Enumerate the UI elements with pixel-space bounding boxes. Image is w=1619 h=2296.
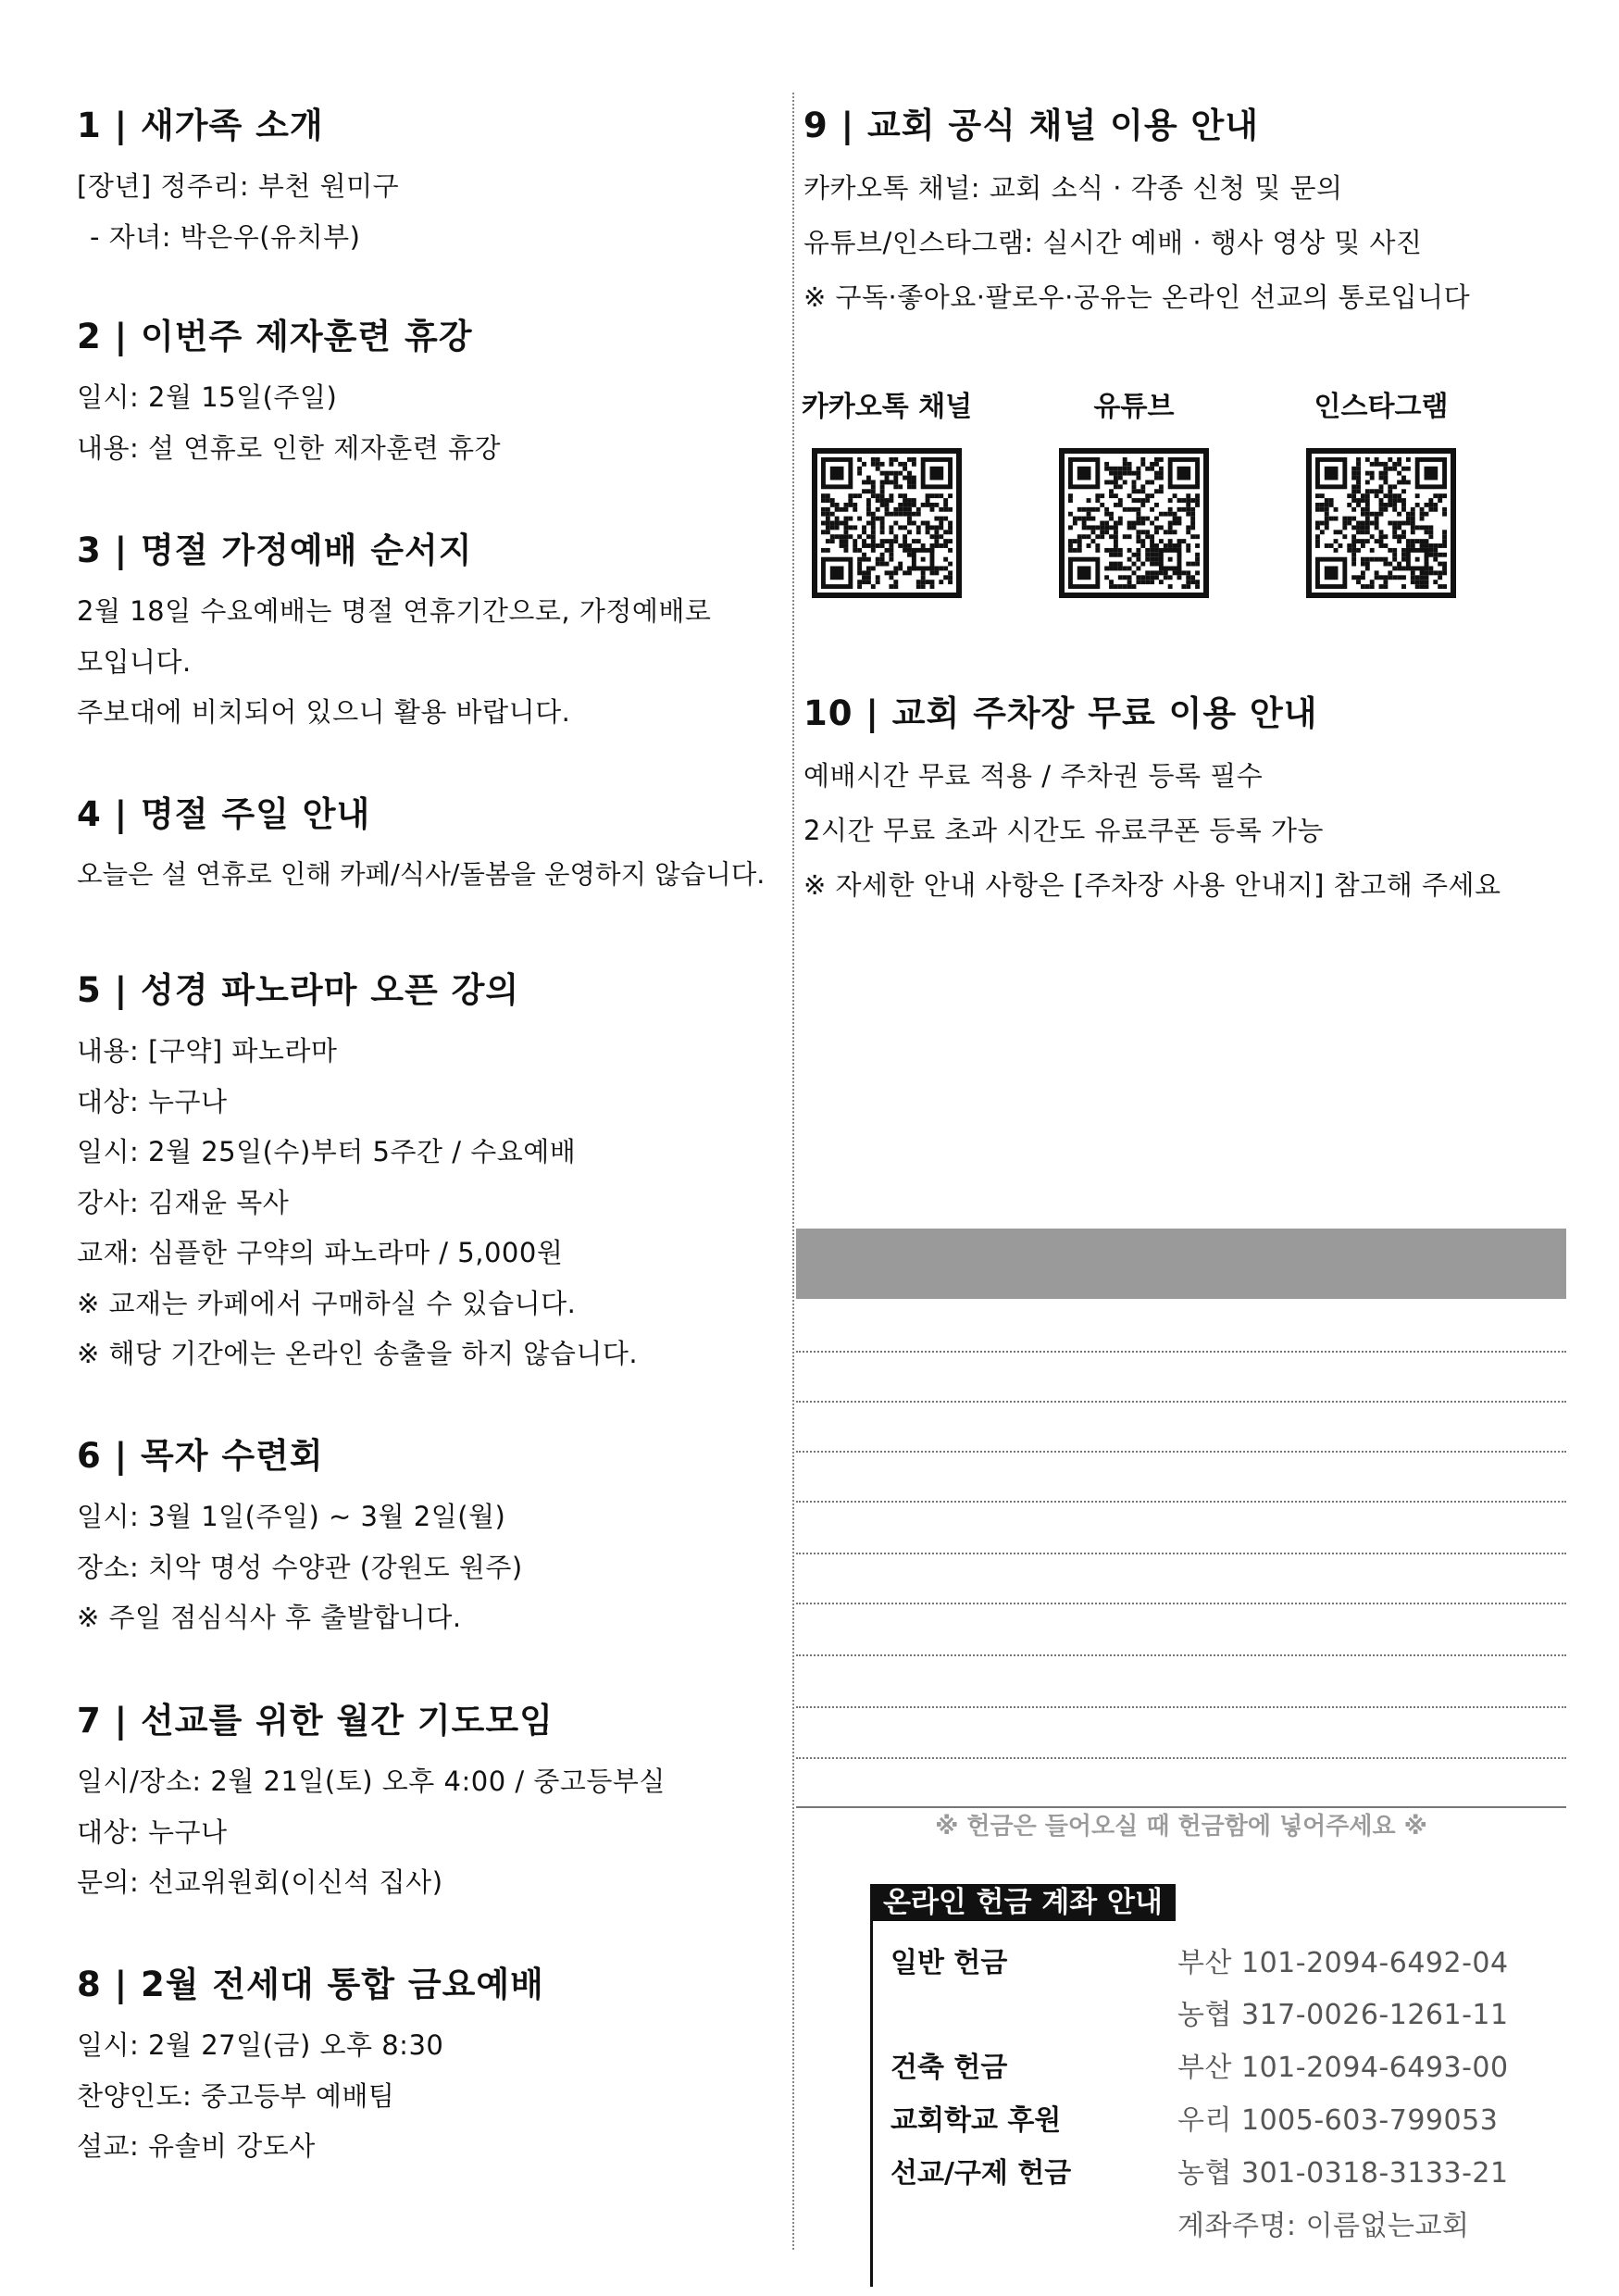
section-line: 찬양인도: 중고등부 예배팀: [77, 2079, 395, 2112]
section-leader-retreat: [77, 1434, 790, 1643]
section-line: - 자녀: 박은우(유치부): [90, 220, 361, 253]
online-offering-box: [870, 1884, 1518, 2254]
memo-line: [796, 1654, 1566, 1656]
section-title: 4 | 명절 주일 안내: [77, 794, 371, 834]
memo-line: [796, 1401, 1566, 1403]
section-line: 강사: 김재윤 목사: [77, 1186, 290, 1218]
offering-note: ※ 헌금은 들어오실 때 헌금함에 넣어주세요 ※: [935, 1813, 1427, 1841]
section-line: 2시간 무료 초과 시간도 유료쿠폰 등록 가능: [803, 815, 1324, 846]
section-line: 모입니다.: [77, 645, 192, 678]
account-row: [890, 2042, 1520, 2094]
account-name: 교회학교 후원: [890, 2104, 1062, 2137]
memo-line: [796, 1553, 1566, 1554]
account-number[interactable]: 농협 317-0026-1261-11: [1177, 1999, 1509, 2031]
section-line: 장소: 치악 명성 수양관 (강원도 원주): [77, 1551, 523, 1583]
account-row: [890, 2095, 1520, 2147]
section-line: ※ 구독·좋아요·팔로우·공유는 온라인 선교의 통로입니다: [803, 281, 1471, 313]
section-title: 3 | 명절 가정예배 순서지: [77, 530, 473, 570]
section-line: ※ 자세한 안내 사항은 [주차장 사용 안내지] 참고해 주세요: [803, 869, 1501, 901]
section-holiday-sunday: [77, 792, 790, 901]
section-line: 유튜브/인스타그램: 실시간 예배 · 행사 영상 및 사진: [803, 227, 1423, 258]
section-title: 8 | 2월 전세대 통합 금요예배: [77, 1965, 544, 2004]
section-new-family: [77, 104, 790, 262]
section-title: 5 | 성경 파노라마 오픈 강의: [77, 970, 520, 1010]
section-title: 10 | 교회 주차장 무료 이용 안내: [803, 693, 1318, 733]
qr-youtube[interactable]: [1041, 389, 1227, 598]
section-line: 일시: 2월 27일(금) 오후 8:30: [77, 2029, 444, 2061]
account-row: [890, 2148, 1520, 2200]
memo-line: [796, 1351, 1566, 1353]
qr-kakao[interactable]: [794, 389, 979, 598]
online-offering-title: 온라인 헌금 계좌 안내: [870, 1884, 1176, 1921]
qr-label: 카카오톡 채널: [801, 391, 973, 423]
section-line: 문의: 선교위원회(이신석 집사): [77, 1866, 443, 1898]
section-line: 교재: 심플한 구약의 파노라마 / 5,000원: [77, 1237, 564, 1268]
section-line: 내용: 설 연휴로 인한 제자훈련 휴강: [77, 431, 502, 464]
qr-code-icon[interactable]: [1059, 448, 1209, 598]
section-official-channels: [803, 104, 1572, 325]
account-number[interactable]: 농협 301-0318-3133-21: [1177, 2157, 1509, 2190]
account-row: [890, 1990, 1520, 2041]
qr-code-icon[interactable]: [812, 448, 962, 598]
qr-code-icon[interactable]: [1306, 448, 1456, 598]
section-line: 일시: 2월 25일(수)부터 5주간 / 수요예배: [77, 1136, 577, 1167]
account-row: [890, 1938, 1520, 1990]
section-line: 일시: 2월 15일(주일): [77, 381, 338, 413]
memo-line: [796, 1757, 1566, 1759]
section-line: 주보대에 비치되어 있으니 활용 바랍니다.: [77, 696, 571, 728]
memo-line: [796, 1706, 1566, 1708]
account-number[interactable]: 부산 101-2094-6492-04: [1177, 1947, 1509, 1979]
section-line: 2월 18일 수요예배는 명절 연휴기간으로, 가정예배로: [77, 595, 712, 627]
account-row: [890, 2201, 1520, 2252]
qr-label: 유튜브: [1093, 391, 1175, 423]
account-name: 건축 헌금: [890, 2052, 1008, 2084]
section-title: 6 | 목자 수련회: [77, 1436, 324, 1476]
account-name: 일반 헌금: [890, 1947, 1008, 1979]
account-number[interactable]: 우리 1005-603-799053: [1177, 2104, 1499, 2137]
section-line: ※ 교재는 카페에서 구매하실 수 있습니다.: [77, 1287, 577, 1319]
section-prayer-meeting: [77, 1699, 790, 1908]
qr-label: 인스타그램: [1314, 391, 1449, 423]
section-discipleship-break: [77, 315, 790, 473]
memo-line: [796, 1451, 1566, 1453]
section-title: 7 | 선교를 위한 월간 기도모임: [77, 1701, 554, 1741]
account-name: 선교/구제 헌금: [890, 2157, 1072, 2190]
section-parking: [803, 692, 1572, 913]
section-line: 일시: 3월 1일(주일) ~ 3월 2일(월): [77, 1501, 506, 1532]
section-line: [장년] 정주리: 부천 원미구: [77, 170, 400, 202]
section-family-worship: [77, 529, 790, 738]
section-title: 9 | 교회 공식 채널 이용 안내: [803, 106, 1259, 145]
section-line: 대상: 누구나: [77, 1085, 228, 1117]
section-line: 내용: [구약] 파노라마: [77, 1035, 338, 1067]
section-bible-panorama: [77, 968, 790, 1379]
section-line: 설교: 유솔비 강도사: [77, 2130, 316, 2162]
online-offering-rule: [870, 1921, 873, 2287]
memo-line: [796, 1501, 1566, 1503]
memo-header-bar: [796, 1229, 1566, 1299]
qr-instagram[interactable]: [1289, 389, 1474, 598]
section-line: 일시/장소: 2월 21일(토) 오후 4:00 / 중고등부실: [77, 1766, 666, 1797]
memo-line: [796, 1603, 1566, 1604]
account-number[interactable]: 부산 101-2094-6493-00: [1177, 2052, 1509, 2084]
section-title: 1 | 새가족 소개: [77, 106, 324, 145]
section-line: 예배시간 무료 적용 / 주차권 등록 필수: [803, 760, 1264, 792]
account-holder: 계좌주명: 이름없는교회: [1177, 2210, 1470, 2242]
section-line: 카카오톡 채널: 교회 소식 · 각종 신청 및 문의: [803, 172, 1343, 204]
section-title: 2 | 이번주 제자훈련 휴강: [77, 317, 473, 356]
section-line: ※ 주일 점심식사 후 출발합니다.: [77, 1602, 462, 1633]
section-friday-worship: [77, 1963, 790, 2172]
section-line: 오늘은 설 연휴로 인해 카페/식사/돌봄을 운영하지 않습니다.: [77, 859, 766, 890]
section-line: ※ 해당 기간에는 온라인 송출을 하지 않습니다.: [77, 1338, 639, 1369]
section-line: 대상: 누구나: [77, 1816, 228, 1848]
qr-code-row: [796, 389, 1564, 611]
